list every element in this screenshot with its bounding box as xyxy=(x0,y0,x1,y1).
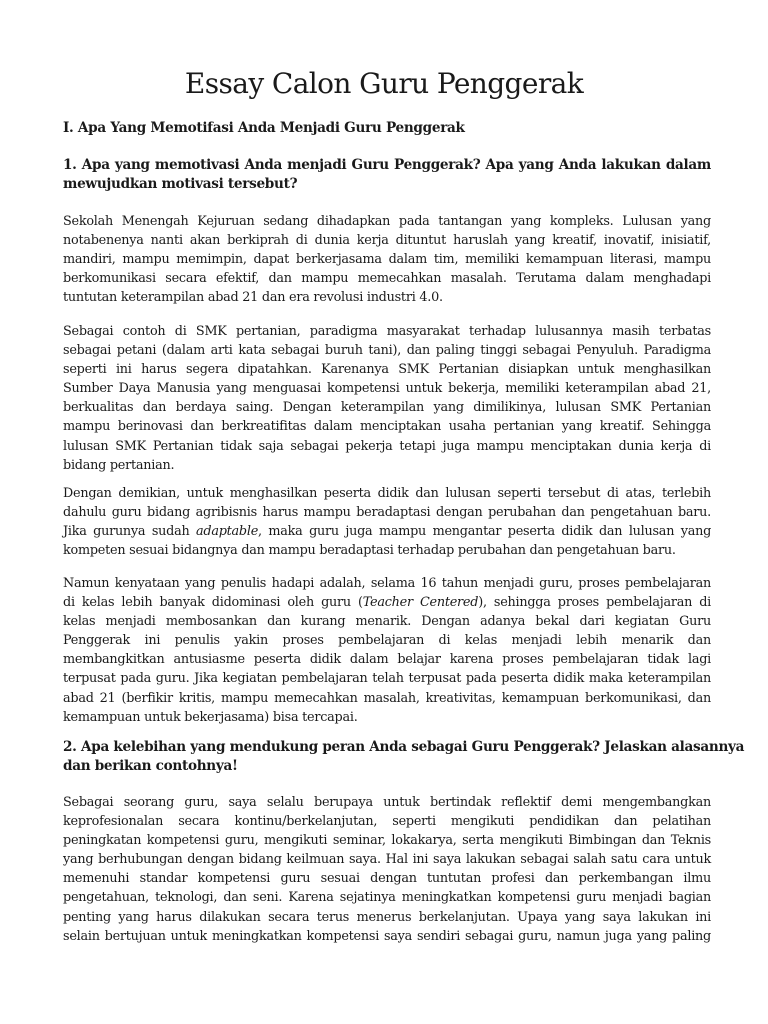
paragraph-line: Penggerak ini penulis yakin proses pembelajaran di kelas menjadi lebih menarik dan xyxy=(63,633,711,649)
paragraph-line xyxy=(63,522,711,541)
paragraph-line: seperti ini harus segera dipatahkan. Karenanya SMK Pertanian disiapkan untuk menghasilkan xyxy=(63,362,711,378)
paragraph-line: Sekolah Menengah Kejuruan sedang dihadapkan pada tantangan yang kompleks. Lulusan yang xyxy=(63,214,711,229)
paragraph-line: memenuhi standar kompetensi guru sesuai dengan tuntutan profesi dan perkembangan ilmu xyxy=(63,871,711,887)
paragraph-line xyxy=(63,593,711,612)
text-run: , maka guru juga mampu mengantar peserta didik dan lulusan yang xyxy=(258,524,712,540)
paragraph-3 xyxy=(63,484,711,560)
paragraph-line: abad 21 (berfikir kritis, mampu memecahkan masalah, kreativitas, kemampuan berkomunikasi, dan xyxy=(63,690,711,706)
paragraph-line: lulusan SMK Pertanian tidak saja sebagai pekerja tetapi juga mampu menciptakan dunia kerja di xyxy=(63,438,711,454)
paragraph-2 xyxy=(63,322,711,475)
paragraph-line: dahulu guru bidang agribisnis harus mampu beradaptasi dengan perubahan dan pengetahuan baru. xyxy=(63,505,711,521)
paragraph-line: penting yang harus dilakukan secara terus menerus berkelanjutan. Upaya yang saya lakukan ini xyxy=(63,909,711,925)
paragraph-line: berkomunikasi secara efektif, dan mampu memecahkan masalah. Terutama dalam menghadapi xyxy=(63,271,711,287)
italic-term: adaptable xyxy=(196,524,259,540)
section-heading xyxy=(63,119,711,138)
paragraph-1 xyxy=(63,212,711,307)
paragraph-line: membangkitkan antusiasme peserta didik dalam belajar karena proses pembelajaran tidak lagi xyxy=(63,652,711,668)
paragraph-line: selain bertujuan untuk meningkatkan kompetensi saya sendiri sebagai guru, namun juga yang paling xyxy=(63,928,711,944)
text-run: Jika gurunya sudah xyxy=(63,524,196,540)
paragraph-line: bidang pertanian. xyxy=(63,457,175,473)
paragraph-line: kemampuan untuk bekerjasama) bisa tercapai. xyxy=(63,709,358,725)
paragraph-line: kompeten sesuai bidangnya dan mampu beradaptasi terhadap perubahan dan pengetahuan baru. xyxy=(63,543,676,559)
question-1-line: 1. Apa yang memotivasi Anda menjadi Guru Penggerak? Apa yang Anda lakukan dalam xyxy=(63,157,711,173)
paragraph-line: mampu berinovasi dan berkreatifitas dalam menciptakan usaha pertanian yang kreatif. Sehingga xyxy=(63,419,711,435)
paragraph-line: mandiri, mampu memimpin, dapat berkerjasama dalam tim, memiliki kemampuan literasi, mampu xyxy=(63,252,711,268)
question-1 xyxy=(63,156,711,194)
paragraph-line: Dengan demikian, untuk menghasilkan peserta didik dan lulusan seperti tersebut di atas, terlebih xyxy=(63,486,711,501)
paragraph-line: berkualitas dan berdaya saing. Dengan keterampilan yang dimilikinya, lulusan SMK Pertanian xyxy=(63,400,711,416)
paragraph-line: pengetahuan, teknologi, dan seni. Karena sejatinya meningkatkan kompetensi guru menjadi bagian xyxy=(63,890,711,906)
question-1-line: mewujudkan motivasi tersebut? xyxy=(63,176,298,193)
paragraph-5 xyxy=(63,793,711,946)
question-2-line: dan berikan contohnya! xyxy=(63,758,238,775)
paragraph-line: Sebagai seorang guru, saya selalu berupaya untuk bertindak reflektif demi mengembangkan xyxy=(63,795,711,810)
paragraph-line: terpusat pada guru. Jika kegiatan pembelajaran telah terpusat pada peserta didik maka keterampilan xyxy=(63,671,711,687)
paragraph-line: notabenenya nanti akan berkiprah di dunia kerja dituntut haruslah yang kreatif, inovatif, inisiatif, xyxy=(63,233,711,249)
section-heading-text: I. Apa Yang Memotifasi Anda Menjadi Guru Penggerak xyxy=(63,120,465,136)
question-2 xyxy=(63,738,745,776)
paragraph-line: Sumber Daya Manusia yang menguasai kompetensi untuk bekerja, memiliki keterampilan abad 21, xyxy=(63,381,711,397)
text-run: ), sehingga proses pembelajaran di xyxy=(478,595,711,611)
paragraph-line: yang berhubungan dengan bidang keilmuan saya. Hal ini saya lakukan sebagai salah satu cara untuk xyxy=(63,852,711,868)
paragraph-line: peningkatan kompetensi guru, mengikuti seminar, lokakarya, serta mengikuti Bimbingan dan Teknis xyxy=(63,833,711,849)
paragraph-line: sebagai petani (dalam arti kata sebagai buruh tani), dan paling tinggi sebagai Penyuluh. Paradigma xyxy=(63,343,711,359)
paragraph-line: Namun kenyataan yang penulis hadapi adalah, selama 16 tahun menjadi guru, proses pembelajaran xyxy=(63,576,711,591)
question-2-line: 2. Apa kelebihan yang mendukung peran Anda sebagai Guru Penggerak? Jelaskan alasannya xyxy=(63,739,745,755)
paragraph-4 xyxy=(63,574,711,727)
paragraph-line: Sebagai contoh di SMK pertanian, paradigma masyarakat terhadap lulusannya masih terbatas xyxy=(63,324,711,339)
text-run: di kelas lebih banyak didominasi oleh guru ( xyxy=(63,595,363,611)
paragraph-line: kelas menjadi membosankan dan kurang menarik. Dengan adanya bekal dari kegiatan Guru xyxy=(63,614,711,630)
paragraph-line: tuntutan keterampilan abad 21 dan era revolusi industri 4.0. xyxy=(63,290,443,306)
document-title: Essay Calon Guru Penggerak xyxy=(184,67,584,100)
paragraph-line: keprofesionalan secara kontinu/berkelanjutan, seperti mengikuti pendidikan dan pelatihan xyxy=(63,814,711,830)
italic-term: Teacher Centered xyxy=(362,595,479,611)
